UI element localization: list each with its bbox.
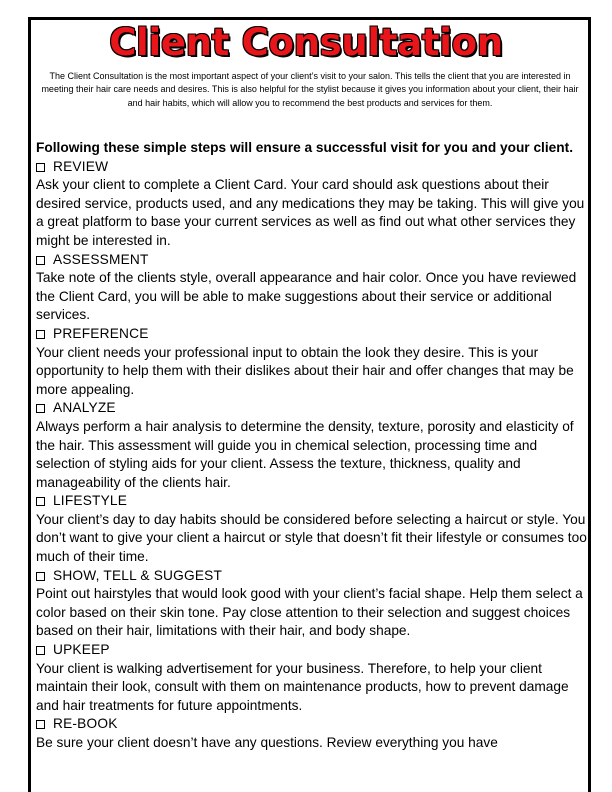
step-heading: ANALYZE <box>53 400 116 416</box>
checkbox-icon <box>36 646 45 655</box>
page-title: Client Consultation <box>109 21 503 64</box>
step-analyze <box>36 399 588 492</box>
step-text: Ask your client to complete a Client Card. Your card should ask questions about their desired service, products used, and any medications they may be taking. This will give you a great platform to base your current services as well as find out what other services they might be interested in. <box>36 177 585 248</box>
checkbox-icon <box>36 572 45 581</box>
step-text: Always perform a hair analysis to determine the density, texture, porosity and elasticity of the hair. This assessment will guide you in chemical selection, processing time and selection of styling aids for your client. Assess the texture, thickness, quality and manageability of the clients hair. <box>36 418 574 490</box>
step-heading: UPKEEP <box>53 642 110 658</box>
intro-paragraph: The Client Consultation is the most important aspect of your client’s visit to your salon. This tells the client that you are interested in meeting their hair care needs and desires. This is also helpful for the stylist because it gives you information about your client, their hair and hair habits, which will allow you to recommend the best products and services for them. <box>41 71 579 108</box>
lead-sentence: Following these simple steps will ensure a successful visit for you and your client. <box>36 140 573 155</box>
step-heading: LIFESTYLE <box>53 493 128 509</box>
step-text: Your client is walking advertisement for your business. Therefore, to help your client maintain their look, consult with them on maintenance products, how to prevent damage and hair treatments for future appointments. <box>36 660 569 713</box>
checkbox-icon <box>36 330 45 339</box>
step-heading: SHOW, TELL & SUGGEST <box>53 567 223 583</box>
checkbox-icon <box>36 720 45 729</box>
step-assessment <box>36 251 588 325</box>
checkbox-icon <box>36 404 45 413</box>
step-review <box>36 158 588 251</box>
step-upkeep <box>36 641 588 715</box>
step-heading: PREFERENCE <box>53 325 149 341</box>
step-heading: REVIEW <box>53 158 109 174</box>
step-text: Take note of the clients style, overall appearance and hair color. Once you have reviewed the Client Card, you will be able to make suggestions about their service or additional services. <box>36 270 577 323</box>
step-heading: RE-BOOK <box>53 716 118 732</box>
step-preference <box>36 325 588 399</box>
steps-body <box>36 139 588 753</box>
step-text: Your client’s day to day habits should be considered before selecting a haircut or style. You don’t want to give your client a haircut or style that doesn’t fit their lifestyle or consumes too much of their time. <box>36 511 587 565</box>
step-text: Point out hairstyles that would look good with your client’s facial shape. Help them select a color based on their skin tone. Pay close attention to their selection and suggest choices based on their hair, limitations with their hair, and body shape. <box>36 586 583 639</box>
checkbox-icon <box>36 163 45 172</box>
checkbox-icon <box>36 497 45 506</box>
step-rebook <box>36 715 588 752</box>
checkbox-icon <box>36 256 45 265</box>
step-text: Be sure your client doesn’t have any questions. Review everything you have <box>36 735 498 750</box>
step-show-tell-suggest <box>36 567 588 641</box>
step-heading: ASSESSMENT <box>53 251 149 267</box>
step-lifestyle <box>36 492 588 566</box>
step-text: Your client needs your professional input to obtain the look they desire. This is your opportunity to help them with their dislikes about their hair and offer changes that may be more appealing. <box>36 344 574 397</box>
